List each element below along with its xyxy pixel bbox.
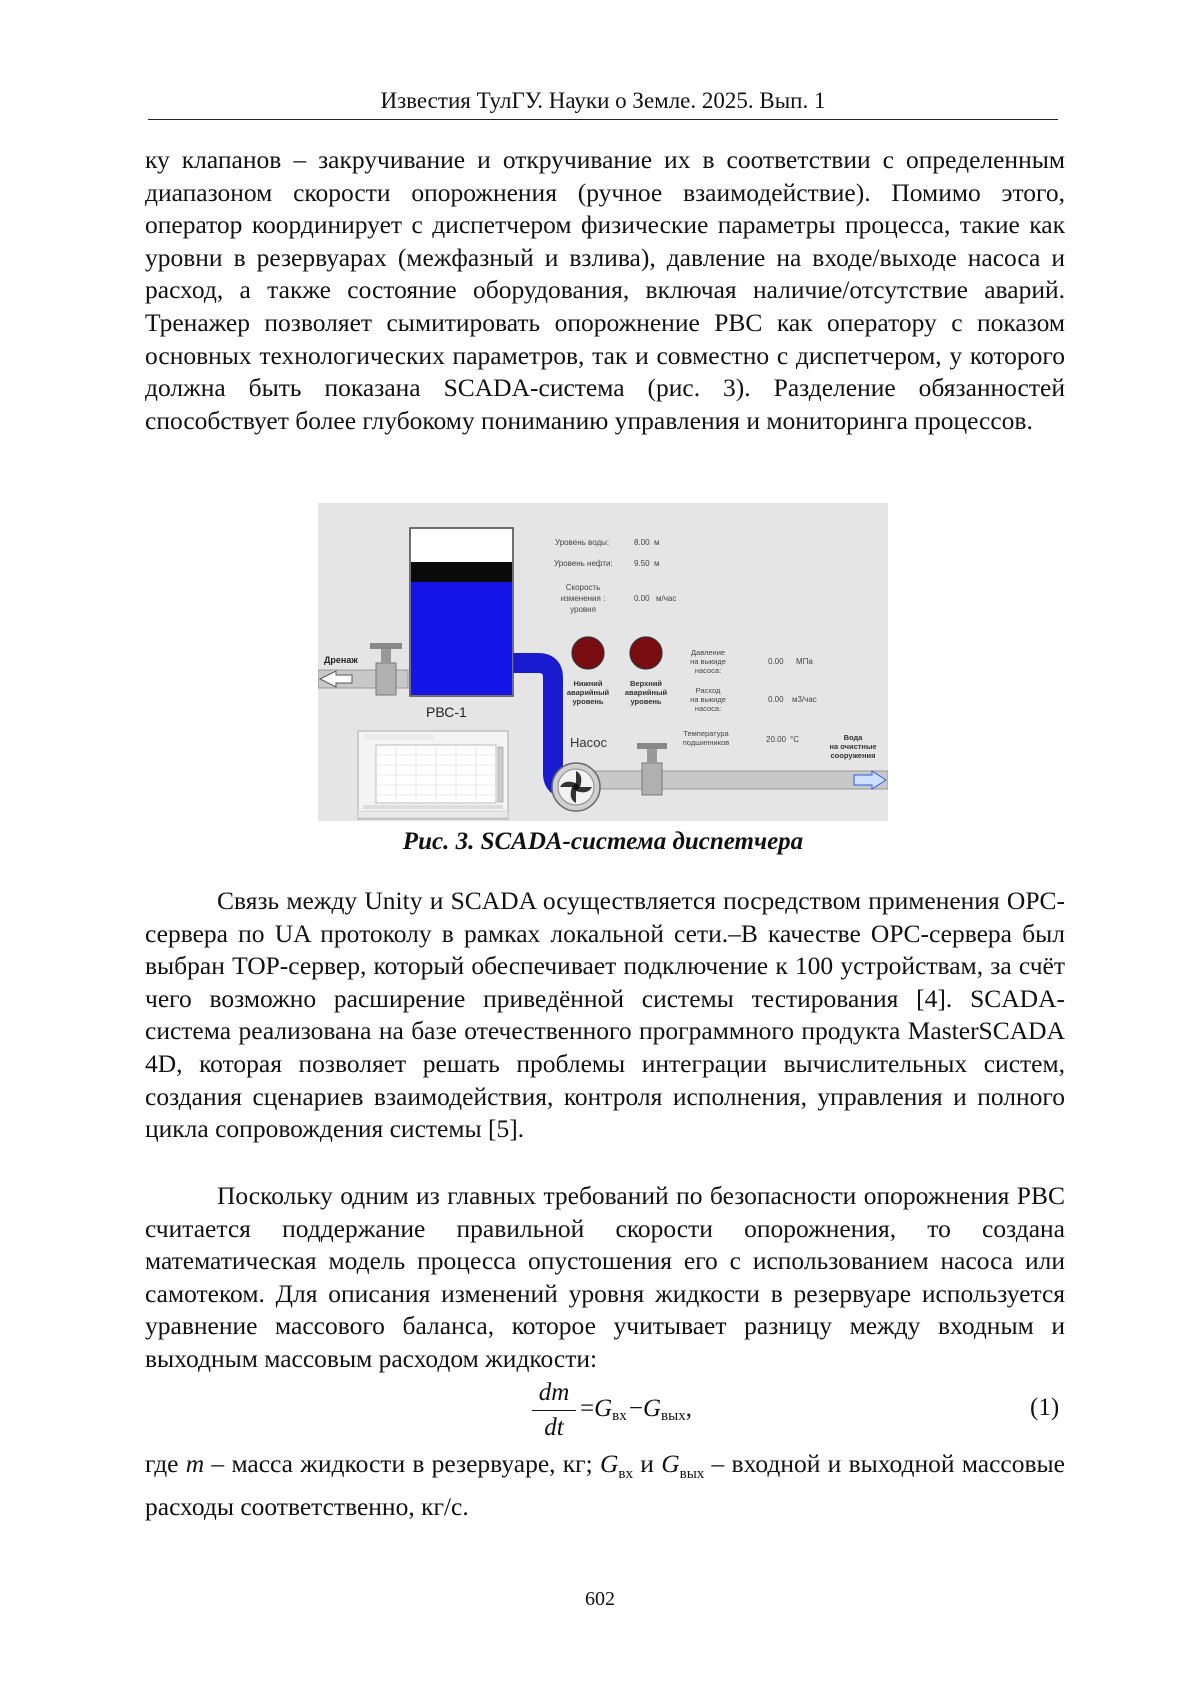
flow-unit: м3/час <box>792 695 817 704</box>
p4-g-sub-in: вх <box>618 1466 633 1483</box>
paragraph-1: ку клапанов – закручивание и откручивание их в соответствии с определенным диапазоном скорости опорожнения (ручное взаимодействие). Помимо этого, оператор координирует с диспетчером физические параметры процесса, такие как уровни в резервуарах (межфазный и взлива), давление на входе/выходе насоса и расход, а также состояние оборудования, включая наличие/отсутствие аварий. Тренажер позволяет сымитировать опорожнение РВС как оператору с показом основных технологических параметров, так и совместно с диспетчером, у которого должна быть показана SCADA-система (рис. 3). Разделение обязанностей способствует более глубокому пониманию управления и мониторинга процессов. <box>145 145 1065 435</box>
equation-denominator: dt <box>544 1414 564 1441</box>
running-header: Известия ТулГУ. Науки о Земле. 2025. Вып. 1 <box>380 88 826 113</box>
figure-caption: Рис. 3. SCADA-система диспетчера <box>402 828 804 855</box>
pressure-label-1: Давление <box>690 648 726 657</box>
p4-where: где <box>145 1449 186 1478</box>
rate-label-1: Скорость <box>565 583 601 592</box>
oil-level-unit: м <box>654 559 660 568</box>
paragraph-2: Связь между Unity и SCADA осуществляется посредством применения OPC-сервера по UA протоколу в рамках локальной сети.–В качестве OPC-сервера был выбран TOP-сервер, который обеспечивает подключение к 100 устройствам, за счёт чего возможно расширение приведённой системы тестирования [4]. SCADA-система реализована на базе отечественного программного продукта MasterSCADA 4D, которая позволяет решать проблемы интеграции вычислительных систем, создания сценариев взаимодействия, контроля исполнения, управления и полного цикла сопровождения системы [5]. <box>145 886 1065 1144</box>
paragraph-3: Поскольку одним из главных требований по безопасности опорожнения РВС считается поддержание правильной скорости опорожнения, то создана математическая модель процесса опустошения его с использованием насоса или самотеком. Для описания изменений уровня жидкости в резервуаре используется уравнение массового баланса, которое учитывает разницу между входным и выходным массовым расходом жидкости: <box>145 1181 1065 1373</box>
lower-alarm-label-3: уровень <box>572 697 604 706</box>
p4-g-symbol-1: G <box>599 1449 619 1478</box>
equation-trailing-comma: , <box>685 1395 692 1422</box>
rate-label-3: уровня <box>570 605 596 614</box>
pressure-value: 0.00 <box>768 657 784 666</box>
upper-alarm-lamp-icon <box>630 637 662 669</box>
equation-numerator: dm <box>538 1379 570 1406</box>
minus-sign: − <box>628 1395 643 1422</box>
oil-layer <box>411 562 512 582</box>
trend-chart-panel <box>358 731 508 819</box>
outlet-valve-icon <box>637 743 667 795</box>
g-out-symbol: G <box>642 1395 662 1422</box>
lower-alarm-label-1: Нижний <box>573 679 603 688</box>
page-number: 602 <box>585 1588 615 1610</box>
outlet-label-2: на очистные <box>829 742 877 751</box>
rate-unit: м/час <box>656 594 677 603</box>
fraction-bar <box>532 1410 576 1411</box>
upper-alarm-label-1: Верхний <box>630 679 662 688</box>
water-level-unit: м <box>654 538 660 547</box>
p4-part-3: – входной и выходной массовые расходы соответственно, кг/с. <box>145 1449 1065 1521</box>
flow-label-2: на выкиде <box>690 695 726 704</box>
outlet-pipe <box>566 771 888 789</box>
rate-value: 0.00 <box>634 594 650 603</box>
g-in-subscript: вх <box>612 1408 627 1424</box>
lower-alarm-lamp-icon <box>572 637 604 669</box>
oil-level-value: 9.50 <box>634 559 650 568</box>
p4-g-symbol-2: G <box>661 1449 680 1478</box>
flow-label-3: насоса: <box>694 704 722 713</box>
temp-label-1: Температура <box>683 729 729 738</box>
equation-number: (1) <box>1030 1394 1060 1421</box>
temp-unit: °С <box>790 735 799 744</box>
temp-value: 20.00 <box>766 735 787 744</box>
water-layer <box>411 582 512 695</box>
scada-diagram <box>318 503 888 821</box>
equation-fraction <box>532 1378 576 1443</box>
equation-1 <box>520 1378 740 1448</box>
temp-label-2: подшипников <box>682 738 730 747</box>
p4-part-1: – масса жидкости в резервуаре, кг; <box>204 1449 600 1478</box>
outlet-label-1: Вода <box>843 733 863 742</box>
header-rule <box>148 119 1058 120</box>
upper-alarm-label-2: аварийный <box>624 688 668 697</box>
drain-label: Дренаж <box>324 655 358 665</box>
water-level-value: 8.00 <box>634 538 650 547</box>
g-out-subscript: вых <box>661 1408 686 1424</box>
lower-alarm-label-2: аварийный <box>566 688 610 697</box>
scada-figure <box>318 503 888 821</box>
pump-label: Насос <box>570 735 607 750</box>
paragraph-4 <box>145 1448 1065 1523</box>
g-in-symbol: G <box>594 1395 613 1422</box>
outlet-label-3: сооружения <box>830 751 876 760</box>
tank-label: РВС-1 <box>426 704 467 720</box>
water-level-label: Уровень воды: <box>555 538 610 547</box>
equation-rhs <box>580 1394 692 1431</box>
rate-label-2: изменения : <box>560 594 606 603</box>
p4-g-sub-out: вых <box>679 1466 705 1483</box>
pressure-unit: МПа <box>796 657 813 666</box>
equals-sign: = <box>580 1395 595 1422</box>
pump-icon <box>552 763 600 811</box>
pressure-label-3: насоса: <box>694 666 722 675</box>
flow-value: 0.00 <box>768 695 784 704</box>
pressure-label-2: на выкиде <box>690 657 726 666</box>
p4-m-symbol: m <box>185 1449 205 1478</box>
oil-level-label: Уровень нефти: <box>554 559 613 568</box>
p4-part-2: и <box>633 1449 662 1478</box>
upper-alarm-label-3: уровень <box>630 697 662 706</box>
flow-label-1: Расход <box>695 686 721 695</box>
